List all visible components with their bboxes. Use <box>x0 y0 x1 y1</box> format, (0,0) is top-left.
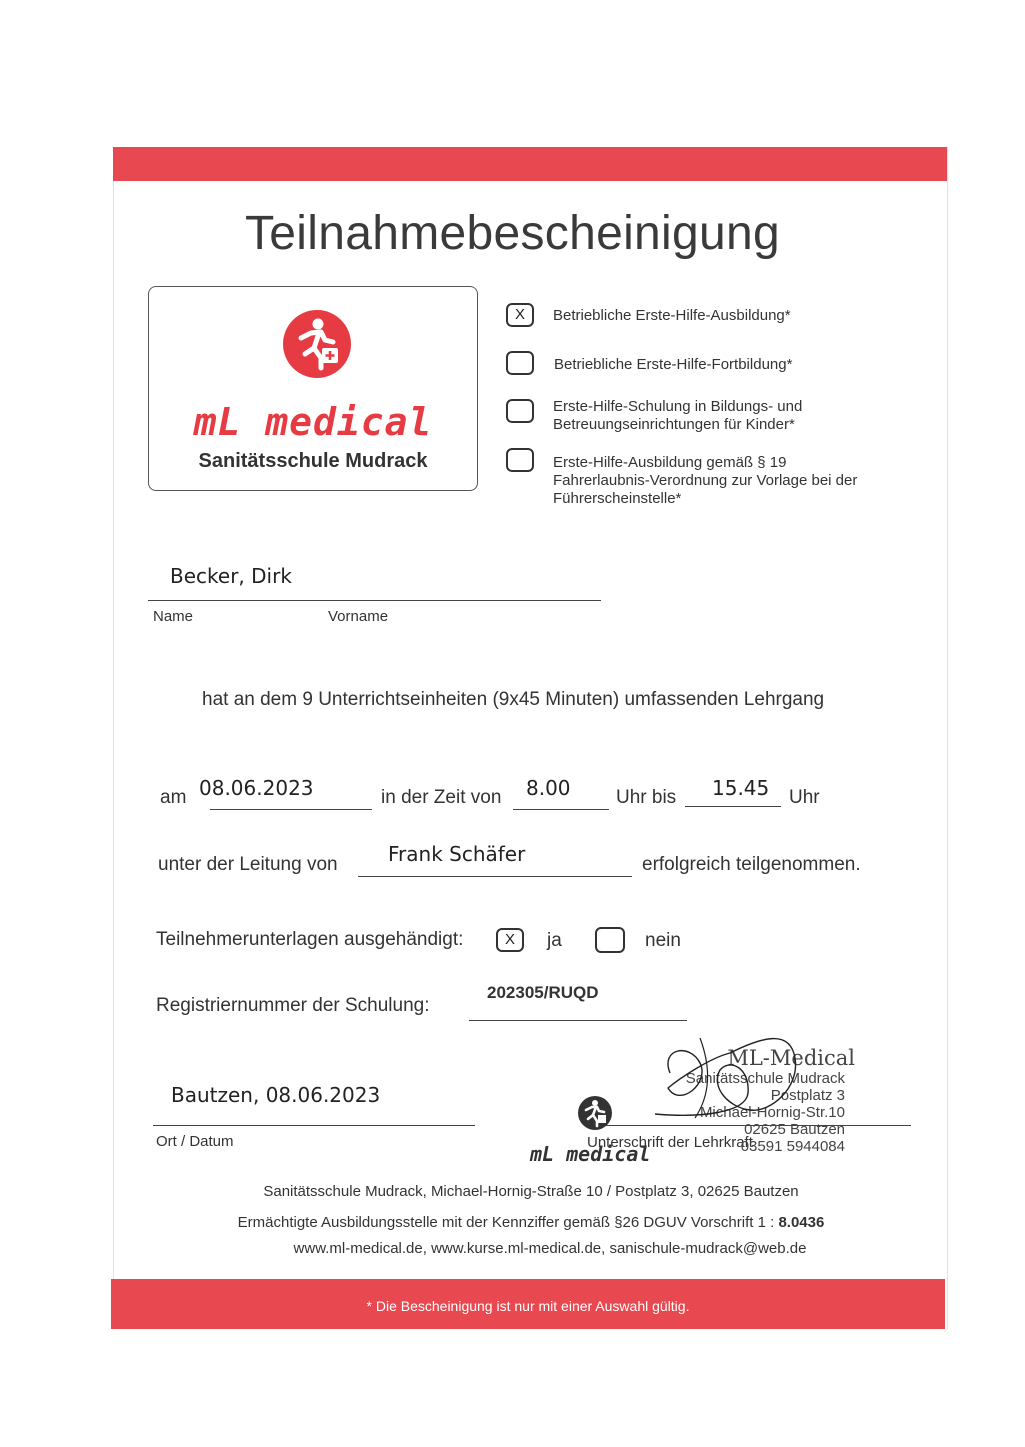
option-checkbox-ausbildung[interactable]: X <box>506 303 534 327</box>
footer-authorization-code: 8.0436 <box>778 1214 825 1231</box>
name-label: Name <box>153 608 194 625</box>
success-text: erfolgreich teilgenommen. <box>642 854 861 875</box>
stamp-line: Michael-Hornig-Str.10 <box>699 1104 845 1121</box>
stamp-brand: mL medical <box>530 1142 651 1166</box>
footer-authorization <box>0 1214 1025 1231</box>
registration-label: Registriernummer der Schulung: <box>156 995 430 1016</box>
course-date-value: 08.06.2023 <box>199 776 314 800</box>
registration-number: 202305/RUQD <box>487 983 599 1002</box>
participant-name-line <box>148 600 601 601</box>
materials-nein-checkbox[interactable] <box>595 927 625 953</box>
course-description: hat an dem 9 Unterrichtseinheiten (9x45 Minuten) umfassenden Lehrgang <box>202 689 825 710</box>
zeit-label: in der Zeit von <box>381 787 502 808</box>
leader-value: Frank Schäfer <box>388 842 526 866</box>
option-label-fortbildung <box>554 356 792 374</box>
option-label-fahrerlaubnis <box>553 454 857 508</box>
footer-address: Sanitätsschule Mudrack, Michael-Hornig-Straße 10 / Postplatz 3, 02625 Bautzen <box>263 1183 799 1200</box>
end-time-value: 15.45 <box>712 776 770 800</box>
stamp-line: Postplatz 3 <box>770 1087 845 1104</box>
start-time-line <box>513 809 609 810</box>
validity-note: * Die Bescheinigung ist nur mit einer Auswahl gültig. <box>366 1298 690 1314</box>
option-text-line: Betriebliche Erste-Hilfe-Ausbildung* <box>553 307 791 324</box>
signature-label: Unterschrift der Lehrkraft <box>587 1134 753 1151</box>
am-label: am <box>160 787 187 808</box>
option-checkbox-fortbildung[interactable] <box>506 351 534 375</box>
school-name: Sanitätsschule Mudrack <box>198 450 428 472</box>
top-red-band <box>113 147 947 181</box>
place-date-line <box>153 1125 475 1126</box>
option-text-line: Fahrerlaubnis-Verordnung zur Vorlage bei der <box>553 472 858 489</box>
stamp-line: 03591 5944084 <box>740 1138 845 1155</box>
participant-name-value: Becker, Dirk <box>170 564 292 588</box>
place-date-value: Bautzen, 08.06.2023 <box>171 1083 381 1107</box>
document-title: Teilnahmebescheinigung <box>245 207 780 260</box>
option-text-line: Führerscheinstelle* <box>553 490 682 507</box>
first-name-label: Vorname <box>328 608 389 625</box>
runner-logo-icon <box>281 308 353 380</box>
footer-web: www.ml-medical.de, www.kurse.ml-medical.de, sanischule-mudrack@web.de <box>293 1240 807 1257</box>
leader-label: unter der Leitung von <box>158 854 338 875</box>
option-checkbox-kinder[interactable] <box>506 399 534 423</box>
stamp-line: 02625 Bautzen <box>744 1121 845 1138</box>
uhr-label: Uhr <box>789 787 820 808</box>
place-date-label: Ort / Datum <box>156 1133 234 1150</box>
leader-line <box>358 876 632 877</box>
ja-label: ja <box>547 930 562 951</box>
option-text-line: Betreuungseinrichtungen für Kinder* <box>553 416 795 433</box>
option-text-line: Betriebliche Erste-Hilfe-Fortbildung* <box>554 356 793 373</box>
footer-authorization-text: Ermächtigte Ausbildungsstelle mit der Kennziffer gemäß §26 DGUV Vorschrift 1 : <box>237 1214 779 1231</box>
brand-wordmark: mL medical <box>193 400 433 444</box>
option-text-line: Erste-Hilfe-Schulung in Bildungs- und <box>553 398 803 415</box>
course-date-line <box>210 809 372 810</box>
option-label-kinder <box>553 398 802 434</box>
end-time-line <box>685 806 781 807</box>
stamp-line: ML-Medical <box>727 1046 855 1070</box>
bottom-red-band <box>111 1279 945 1329</box>
option-text-line: Erste-Hilfe-Ausbildung gemäß § 19 <box>553 454 787 471</box>
option-label-ausbildung <box>553 307 791 325</box>
materials-ja-checkbox[interactable]: X <box>496 928 524 952</box>
bis-label: Uhr bis <box>616 787 677 808</box>
start-time-value: 8.00 <box>526 776 571 800</box>
nein-label: nein <box>645 930 681 951</box>
materials-label: Teilnehmerunterlagen ausgehändigt: <box>156 929 464 950</box>
stamp-line: Sanitätsschule Mudrack <box>685 1070 845 1087</box>
handwritten-signature <box>640 1018 810 1128</box>
stamp-runner-icon <box>576 1094 614 1132</box>
option-checkbox-fahrerlaubnis[interactable] <box>506 448 534 472</box>
